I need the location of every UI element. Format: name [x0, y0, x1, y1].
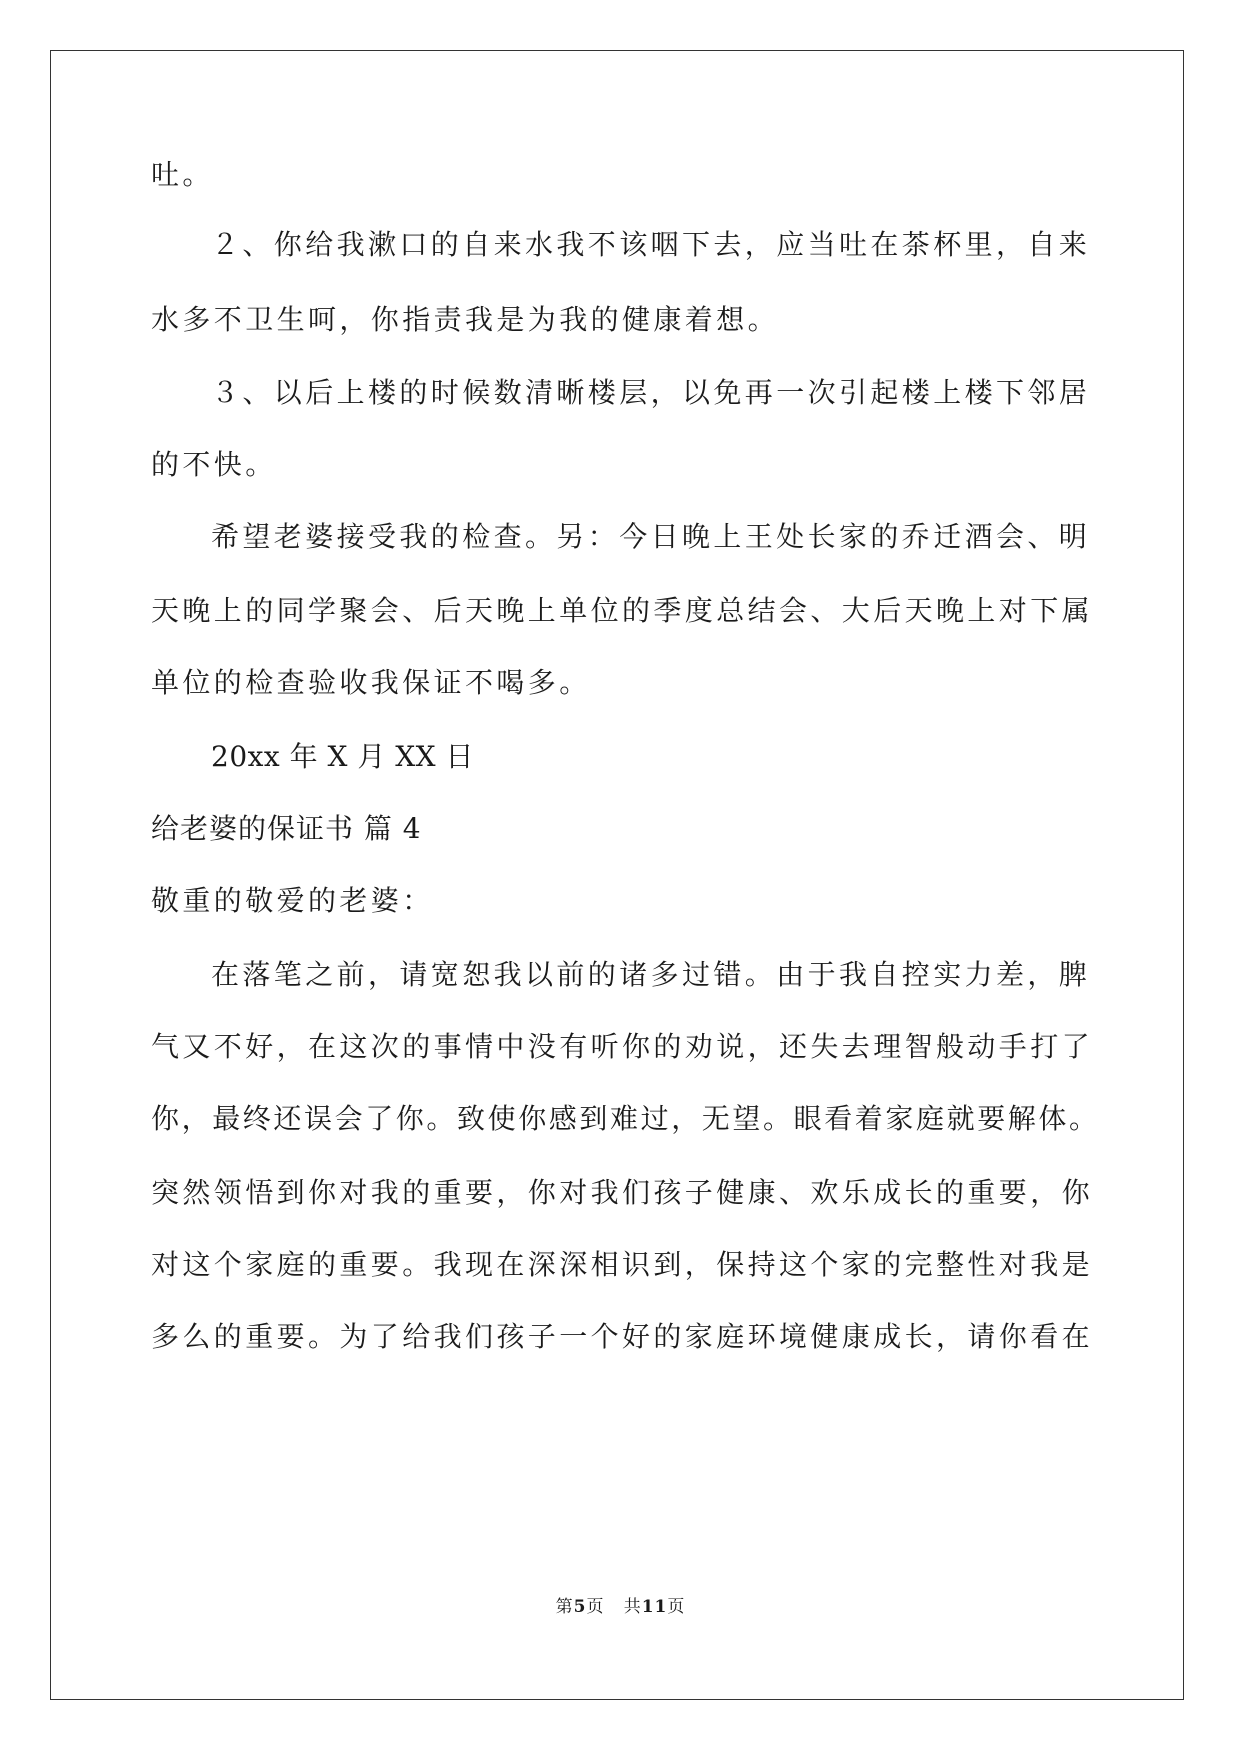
text-line: 在落笔之前，请宽恕我以前的诸多过错。由于我自控实力差，脾 — [211, 958, 1091, 991]
page-label-prefix: 第 — [555, 1597, 574, 1617]
page-frame — [50, 50, 1184, 1700]
page-footer — [0, 1596, 1241, 1618]
text-line: 的不快。 — [151, 448, 277, 481]
text-line: 你，最终还误会了你。致使你感到难过，无望。眼看着家庭就要解体。 — [151, 1102, 1100, 1135]
text-line: 多么的重要。为了给我们孩子一个好的家庭环境健康成长，请你看在 — [151, 1320, 1094, 1353]
section-heading: 给老婆的保证书 篇 4 — [151, 812, 422, 845]
total-pages: 11 — [641, 1597, 668, 1617]
total-label-suffix: 页 — [667, 1597, 686, 1617]
text-line: 单位的检查验收我保证不喝多。 — [151, 666, 591, 699]
text-line: ２、你给我漱口的自来水我不该咽下去，应当吐在茶杯里，自来 — [211, 228, 1091, 261]
text-line: 对这个家庭的重要。我现在深深相识到，保持这个家的完整性对我是 — [151, 1248, 1094, 1281]
text-line: ３、以后上楼的时候数清晰楼层，以免再一次引起楼上楼下邻居 — [211, 376, 1091, 409]
date-line: 20xx 年 X 月 XX 日 — [211, 740, 475, 773]
page-label-suffix: 页 — [586, 1597, 605, 1617]
text-line: 水多不卫生呵，你指责我是为我的健康着想。 — [151, 303, 780, 336]
total-label-prefix: 共 — [623, 1597, 642, 1617]
salutation: 敬重的敬爱的老婆： — [151, 884, 434, 917]
text-line: 天晚上的同学聚会、后天晚上单位的季度总结会、大后天晚上对下属 — [151, 594, 1094, 627]
text-line: 气又不好，在这次的事情中没有听你的劝说，还失去理智般动手打了 — [151, 1030, 1094, 1063]
text-line: 希望老婆接受我的检查。另：今日晚上王处长家的乔迁酒会、明 — [211, 520, 1091, 553]
page-number: 5 — [573, 1597, 587, 1617]
text-line: 吐。 — [151, 158, 214, 191]
text-line: 突然领悟到你对我的重要，你对我们孩子健康、欢乐成长的重要，你 — [151, 1176, 1094, 1209]
